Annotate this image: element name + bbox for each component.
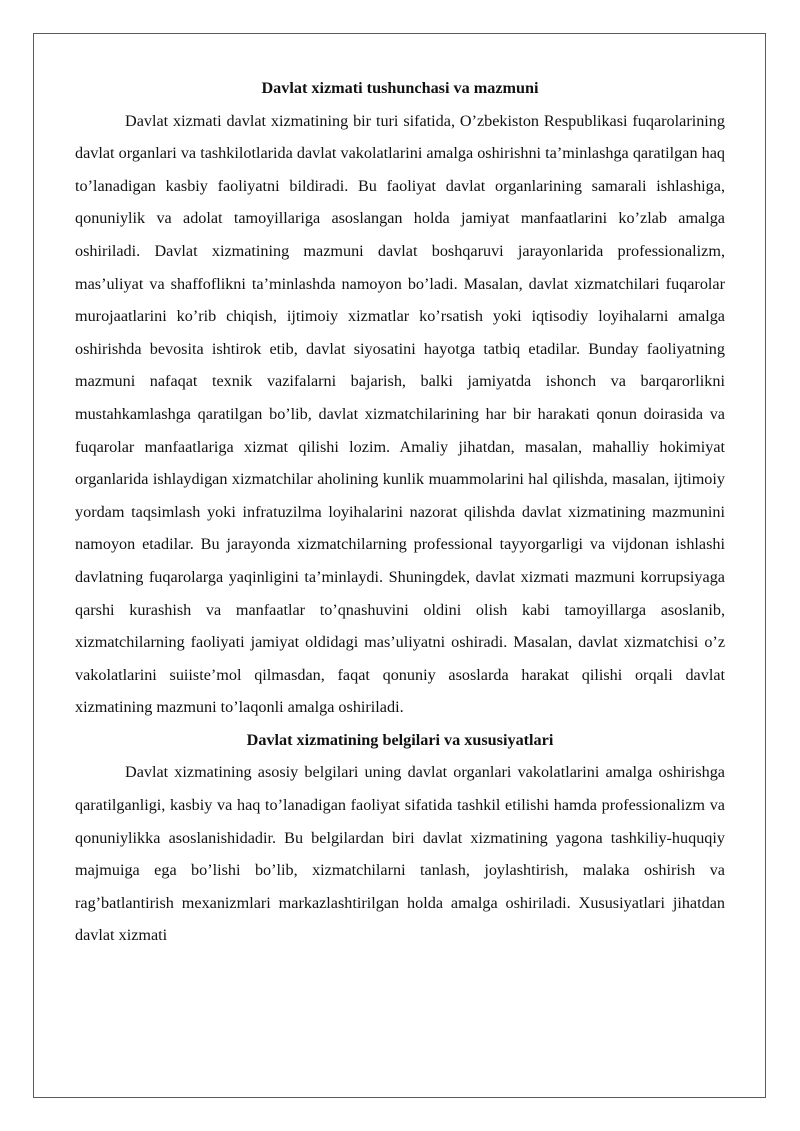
- section-heading-2: Davlat xizmatining belgilari va xususiyatlari: [246, 730, 554, 749]
- document-body: [75, 72, 725, 952]
- section-paragraph-2: Davlat xizmatining asosiy belgilari uning davlat organlari vakolatlarini amalga oshirishga qaratilganligi, kasbiy va haq to’lanadigan faoliyat sifatida tashkil etilishi hamda professionalizm va qonuniylikka asoslanishidadir. Bu belgilardan biri davlat xizmatining yagona tashkiliy-huquqiy majmuiga ega bo’lishi bo’lib, xizmatchilarni tanlash, joylashtirish, malaka oshirish va rag’batlantirish mexanizmlari markazlashtirilgan holda amalga oshiriladi. Xususiyatlari jihatdan davlat xizmati: [75, 763, 725, 945]
- section-paragraph-1: Davlat xizmati davlat xizmatining bir turi sifatida, O’zbekiston Respublikasi fuqarolarining davlat organlari va tashkilotlarida davlat vakolatlarini amalga oshirishni ta’minlashga qaratilgan haq to’lanadigan kasbiy faoliyatni bildiradi. Bu faoliyat davlat organlarining samarali ishlashiga, qonuniylik va adolat tamoyillariga asoslangan holda jamiyat manfaatlarini ko’zlab amalga oshiriladi. Davlat xizmatining mazmuni davlat boshqaruvi jarayonlarida professionalizm, mas’uliyat va shaffoflikni ta’minlashda namoyon bo’ladi. Masalan, davlat xizmatchilari fuqarolar murojaatlarini ko’rib chiqish, ijtimoiy xizmatlar ko’rsatish yoki iqtisodiy loyihalarni amalga oshirishda bevosita ishtirok etib, davlat siyosatini hayotga tatbiq etadilar. Bunday faoliyatning mazmuni nafaqat texnik vazifalarni bajarish, balki jamiyatda ishonch va barqarorlikni mustahkamlashga qaratilgan bo’lib, davlat xizmatchilarining har bir harakati qonun doirasida va fuqarolar manfaatlariga xizmat qilishi lozim. Amaliy jihatdan, masalan, mahalliy hokimiyat organlarida ishlaydigan xizmatchilar aholining kunlik muammolarini hal qilishda, masalan, ijtimoiy yordam taqsimlash yoki infratuzilma loyihalarini nazorat qilishda davlat xizmatining mazmunini namoyon etadilar. Bu jarayonda xizmatchilarning professional tayyorgarligi va vijdonan ishlashi davlatning fuqarolarga yaqinligini ta’minlaydi. Shuningdek, davlat xizmati mazmuni korrupsiyaga qarshi kurashish va manfaatlar to’qnashuvini oldini olish kabi tamoyillarga asoslanib, xizmatchilarning faoliyati jamiyat oldidagi mas’uliyatni oshiradi. Masalan, davlat xizmatchisi o’z vakolatlarini suiiste’mol qilmasdan, faqat qonuniy asoslarda harakat qilishi orqali davlat xizmatining mazmuni to’laqonli amalga oshiriladi.: [75, 111, 725, 717]
- section-heading-1: Davlat xizmati tushunchasi va mazmuni: [261, 79, 539, 97]
